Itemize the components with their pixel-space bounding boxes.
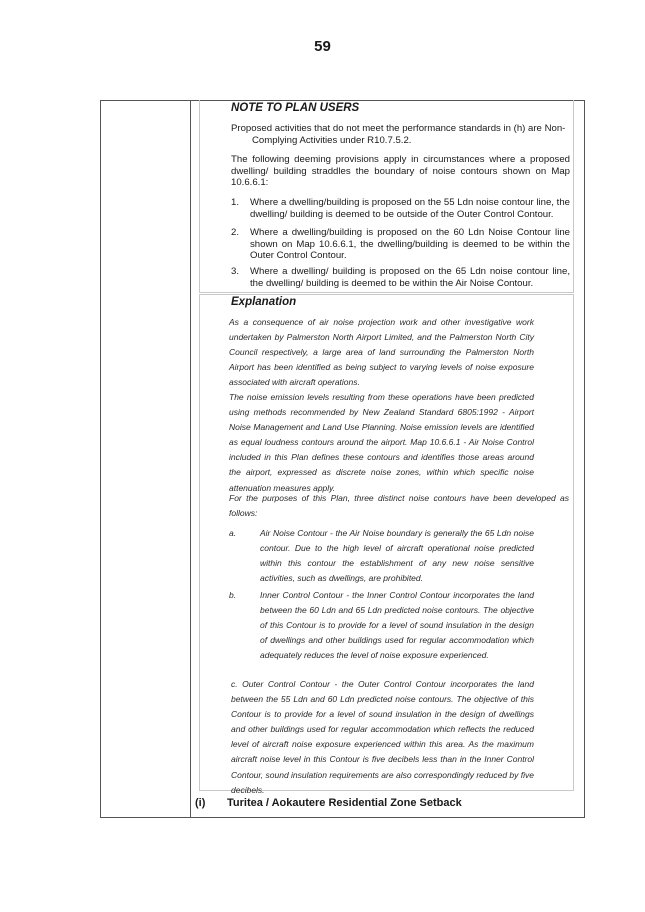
note-heading: NOTE TO PLAN USERS (231, 102, 360, 114)
section-label: (i) (195, 797, 206, 809)
note-paragraph-1 (231, 123, 570, 146)
list-number: 3. (231, 266, 240, 277)
item-text: Air Noise Contour - the Air Noise boundary is generally the 65 Ldn noise contour. Due to the high level of aircraft operational noise predicted within this contour the establishment of any new noise sensitive activities, such as dwellings, are prohibited. (260, 528, 534, 584)
item-label: a. (229, 528, 237, 538)
note-paragraph-1-line-1: Proposed activities that do not meet the performance standards in (h) are Non- (231, 123, 566, 134)
item-text: Inner Control Contour - the Inner Control Contour incorporates the land between the 60 Ldn and 65 Ldn predicted noise contours. The objective of this Contour is to provide for a level of sound insulation in the design of dwellings and other buildings used for regular accommodation which adequately reduces the level of noise exposure experienced. (260, 590, 534, 661)
explanation-paragraph-2: The noise emission levels resulting from these operations have been predicted using methods recommended by New Zealand Standard 6805:1992 - Airport Noise Management and Land Use Planning. Noise emission levels are identified as equal loudness contours around the airport. Map 10.6.6.1 - Air Noise Control included in this Plan defines these contours and identifies those areas around the airport, expressed as discrete noise zones, within which specific noise attenuation measures apply. (229, 392, 534, 493)
explanation-paragraph-1: As a consequence of air noise projection work and other investigative work undertaken by Palmerston North Airport Limited, and the Palmerston North City Council respectively, a large area of land surrounding the Palmerston North Airport has been identified as being subject to varying levels of noise exposure associated with aircraft operations. (229, 317, 534, 388)
note-paragraph-1-line-2: Complying Activities under R10.7.5.2. (252, 134, 412, 146)
section-title: Turitea / Aokautere Residential Zone Setback (227, 797, 462, 809)
list-text: Where a dwelling/ building is proposed on the 65 Ldn noise contour line, the dwelling/ building is deemed to be within the Air Noise Contour. (250, 266, 570, 289)
explanation-item-c: c. Outer Control Contour - the Outer Control Contour incorporates the land between the 55 Ldn and 60 Ldn predicted noise contours. The objective of this Contour is to provide for a level of sound insulation in the design of dwellings and other buildings used for regular accommodation which reflects the reduced level of aircraft noise exposure experienced within this area. As the maximum aircraft noise level in this Contour is five decibels less than in the Inner Control Contour, sound insulation requirements are also correspondingly reduced by five decibels. (231, 679, 534, 795)
explanation-paragraph-3: For the purposes of this Plan, three distinct noise contours have been developed as follows: (229, 493, 569, 519)
page-number: 59 (314, 38, 331, 55)
column-divider (190, 100, 191, 818)
list-number: 2. (231, 227, 240, 238)
list-number: 1. (231, 197, 240, 208)
note-paragraph-2: The following deeming provisions apply in circumstances where a proposed dwelling/ building straddles the boundary of noise contours shown on Map 10.6.6.1: (231, 154, 570, 189)
explanation-heading: Explanation (231, 296, 297, 308)
list-text: Where a dwelling/building is proposed on the 60 Ldn Noise Contour line shown on Map 10.6.6.1, the dwelling/building is deemed to be within the Outer Control Contour. (250, 227, 570, 262)
item-label: b. (229, 590, 237, 600)
list-text: Where a dwelling/building is proposed on the 55 Ldn noise contour line, the dwelling/ building is deemed to be outside of the Outer Control Contour. (250, 197, 570, 220)
